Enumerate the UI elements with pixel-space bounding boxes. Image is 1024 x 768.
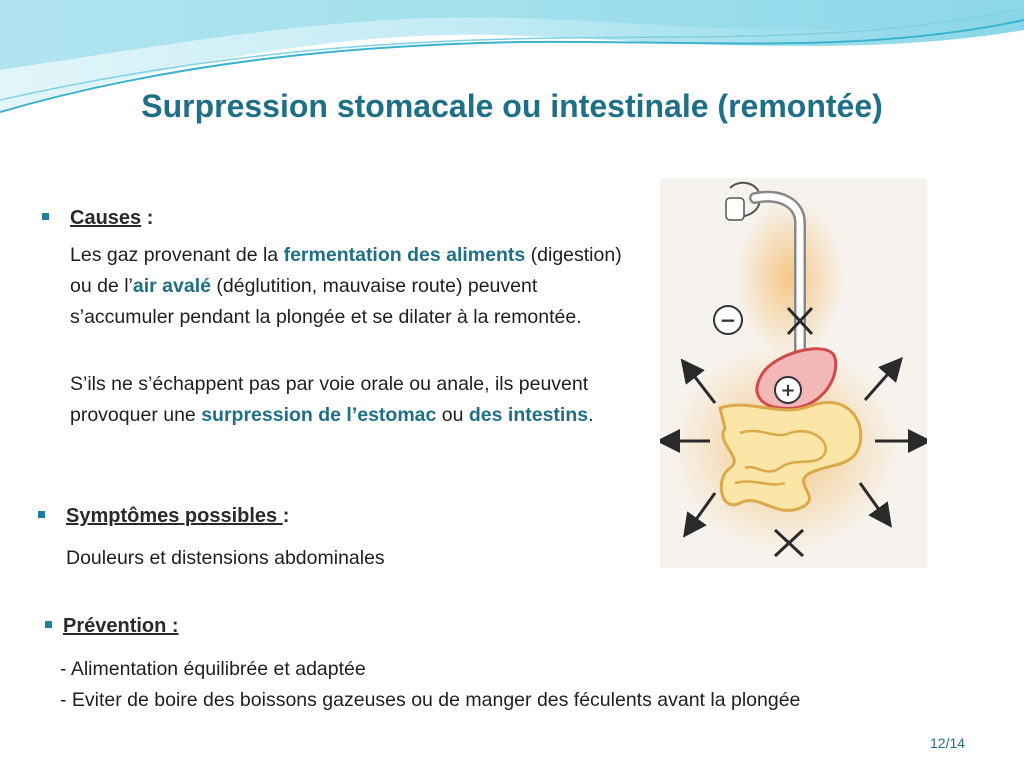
prevention-heading-label: Prévention : <box>63 615 179 637</box>
causes-paragraph-2 <box>70 369 630 431</box>
symptoms-text: Douleurs et distensions abdominales <box>66 547 385 569</box>
causes-p1-highlight-2: air avalé <box>132 275 211 297</box>
prevention-heading <box>63 615 179 638</box>
minus-sign: − <box>719 308 737 332</box>
mouth-shape <box>726 198 744 220</box>
causes-p2-highlight-1: surpression de l’estomac <box>201 404 437 426</box>
causes-heading-colon: : <box>141 207 154 229</box>
causes-p2-highlight-2: des intestins <box>468 404 589 426</box>
digestive-system-drawing <box>660 178 927 568</box>
slide-title: Surpression stomacale ou intestinale (remontée) <box>141 88 883 124</box>
causes-heading <box>70 207 153 230</box>
causes-p1-highlight-1: fermentation des aliments <box>283 244 526 266</box>
causes-p1-text-2: (digestion) ou de l’ <box>70 244 622 297</box>
symptoms-heading <box>66 505 289 528</box>
causes-paragraph-1 <box>70 240 630 333</box>
causes-p2-text-1: S’ils ne s’échappent pas par voie orale ou anale, ils peuvent provoquer une <box>70 373 589 426</box>
causes-p2-text-3: . <box>588 404 594 426</box>
page-number: 12/14 <box>930 735 966 751</box>
prevention-item-2: - Eviter de boire des boissons gazeuses ou de manger des féculents avant la plongée <box>60 689 801 711</box>
bullet-causes <box>42 213 49 220</box>
prevention-item-1: - Alimentation équilibrée et adaptée <box>60 658 366 680</box>
digestive-system-illustration <box>660 178 927 568</box>
bullet-symptoms <box>38 511 45 518</box>
symptoms-heading-label: Symptômes possibles <box>66 505 283 527</box>
causes-p1-text-3: (déglutition, mauvaise route) peuvent s’accumuler pendant la plongée et se dilater à la remontée. <box>70 275 582 328</box>
bullet-prevention <box>45 621 52 628</box>
plus-sign: + <box>780 380 796 401</box>
causes-p2-text-2: ou <box>436 404 469 426</box>
causes-p1-text-1: Les gaz provenant de la <box>70 244 284 266</box>
symptoms-heading-colon: : <box>282 505 290 527</box>
causes-heading-label: Causes <box>70 207 142 229</box>
